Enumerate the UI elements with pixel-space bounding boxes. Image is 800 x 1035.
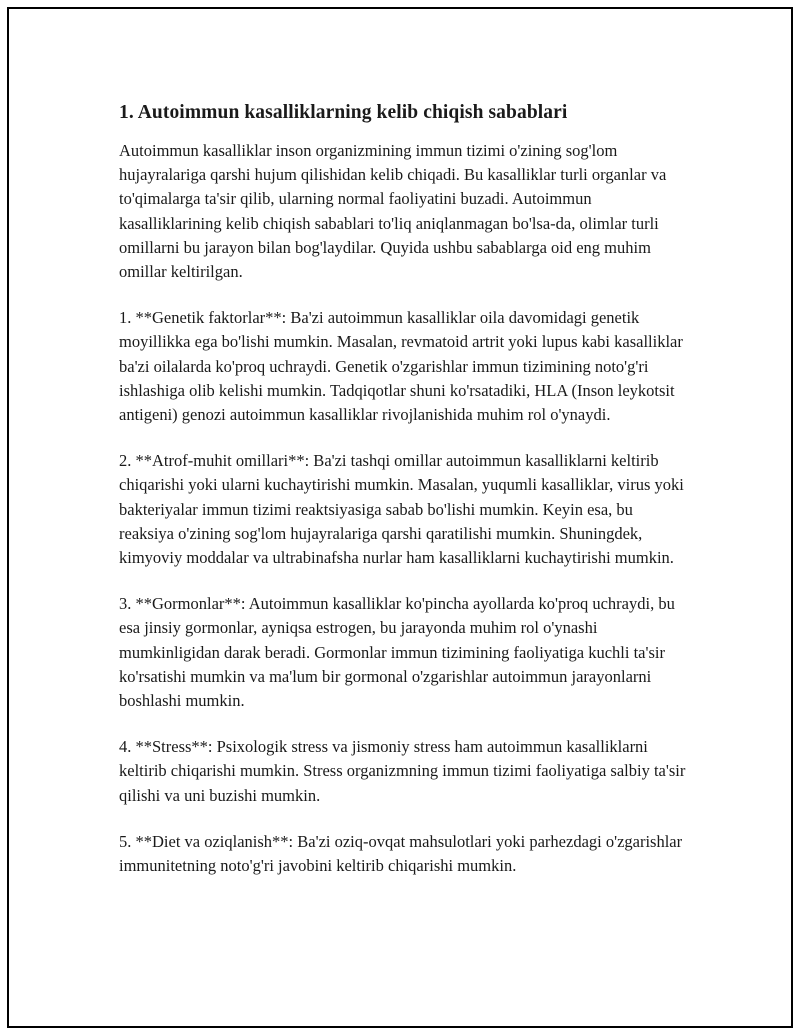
paragraph-stress: 4. **Stress**: Psixologik stress va jismoniy stress ham autoimmun kasalliklarni keltirib chiqarishi mumkin. Stress organizmning immun tizimi faoliyatiga salbiy ta'sir qilishi va uni buzishi mumkin. <box>119 737 686 805</box>
document-page <box>7 7 793 1028</box>
document-body <box>119 99 691 900</box>
paragraph-diet: 5. **Diet va oziqlanish**: Ba'zi oziq-ovqat mahsulotlari yoki parhezdagi o'zgarishlar immunitetning noto'g'ri javobini keltirib chiqarishi mumkin. <box>119 831 683 876</box>
intro-paragraph: Autoimmun kasalliklar inson organizmining immun tizimi o'zining sog'lom hujayralariga qarshi hujum qilishidan kelib chiqadi. Bu kasalliklar turli organlar va to'qimalarga ta'sir qilib, ularning normal faoliyatini buzadi. Autoimmun kasalliklarining kelib chiqish sabablari to'liq aniqlanmagan bo'lsa-da, olimlar turli omillarni bu jarayon bilan bog'laydilar. Quyida ushbu sabablarga oid eng muhim omillar keltirilgan. <box>119 141 667 282</box>
paragraph-hormones: 3. **Gormonlar**: Autoimmun kasalliklar ko'pincha ayollarda ko'proq uchraydi, bu esa jinsiy gormonlar, ayniqsa estrogen, bu jarayonda muhim rol o'ynashi mumkinligidan darak beradi. Gormonlar immun tizimining faoliyatiga kuchli ta'sir ko'rsatishi mumkin va ma'lum bir gormonal o'zgarishlar autoimmun jarayonlarni boshlashi mumkin. <box>119 594 675 711</box>
paragraph-environmental-factors: 2. **Atrof-muhit omillari**: Ba'zi tashqi omillar autoimmun kasalliklarni keltirib chiqarishi yoki ularni kuchaytirishi mumkin. Masalan, yuqumli kasalliklar, virus yoki bakteriyalar immun tizimi reaktsiyasiga sabab bo'lishi mumkin. Keyin esa, bu reaksiya o'zining sog'lom hujayralariga qarshi qaratilishi mumkin. Shuningdek, kimyoviy moddalar va ultrabinafsha nurlar ham kasalliklarni kuchaytirishi mumkin. <box>119 451 684 568</box>
paragraph-genetic-factors: 1. **Genetik faktorlar**: Ba'zi autoimmun kasalliklar oila davomidagi genetik moyillikka ega bo'lishi mumkin. Masalan, revmatoid artrit yoki lupus kabi kasalliklar ba'zi oilalarda ko'proq uchraydi. Genetik o'zgarishlar immun tizimining noto'g'ri ishlashiga olib kelishi mumkin. Tadqiqotlar shuni ko'rsatadiki, HLA (Inson leykotsit antigeni) genozi autoimmun kasalliklar rivojlanishida muhim rol o'ynaydi. <box>119 308 683 425</box>
section-title: 1. Autoimmun kasalliklarning kelib chiqish sabablari <box>119 102 568 123</box>
